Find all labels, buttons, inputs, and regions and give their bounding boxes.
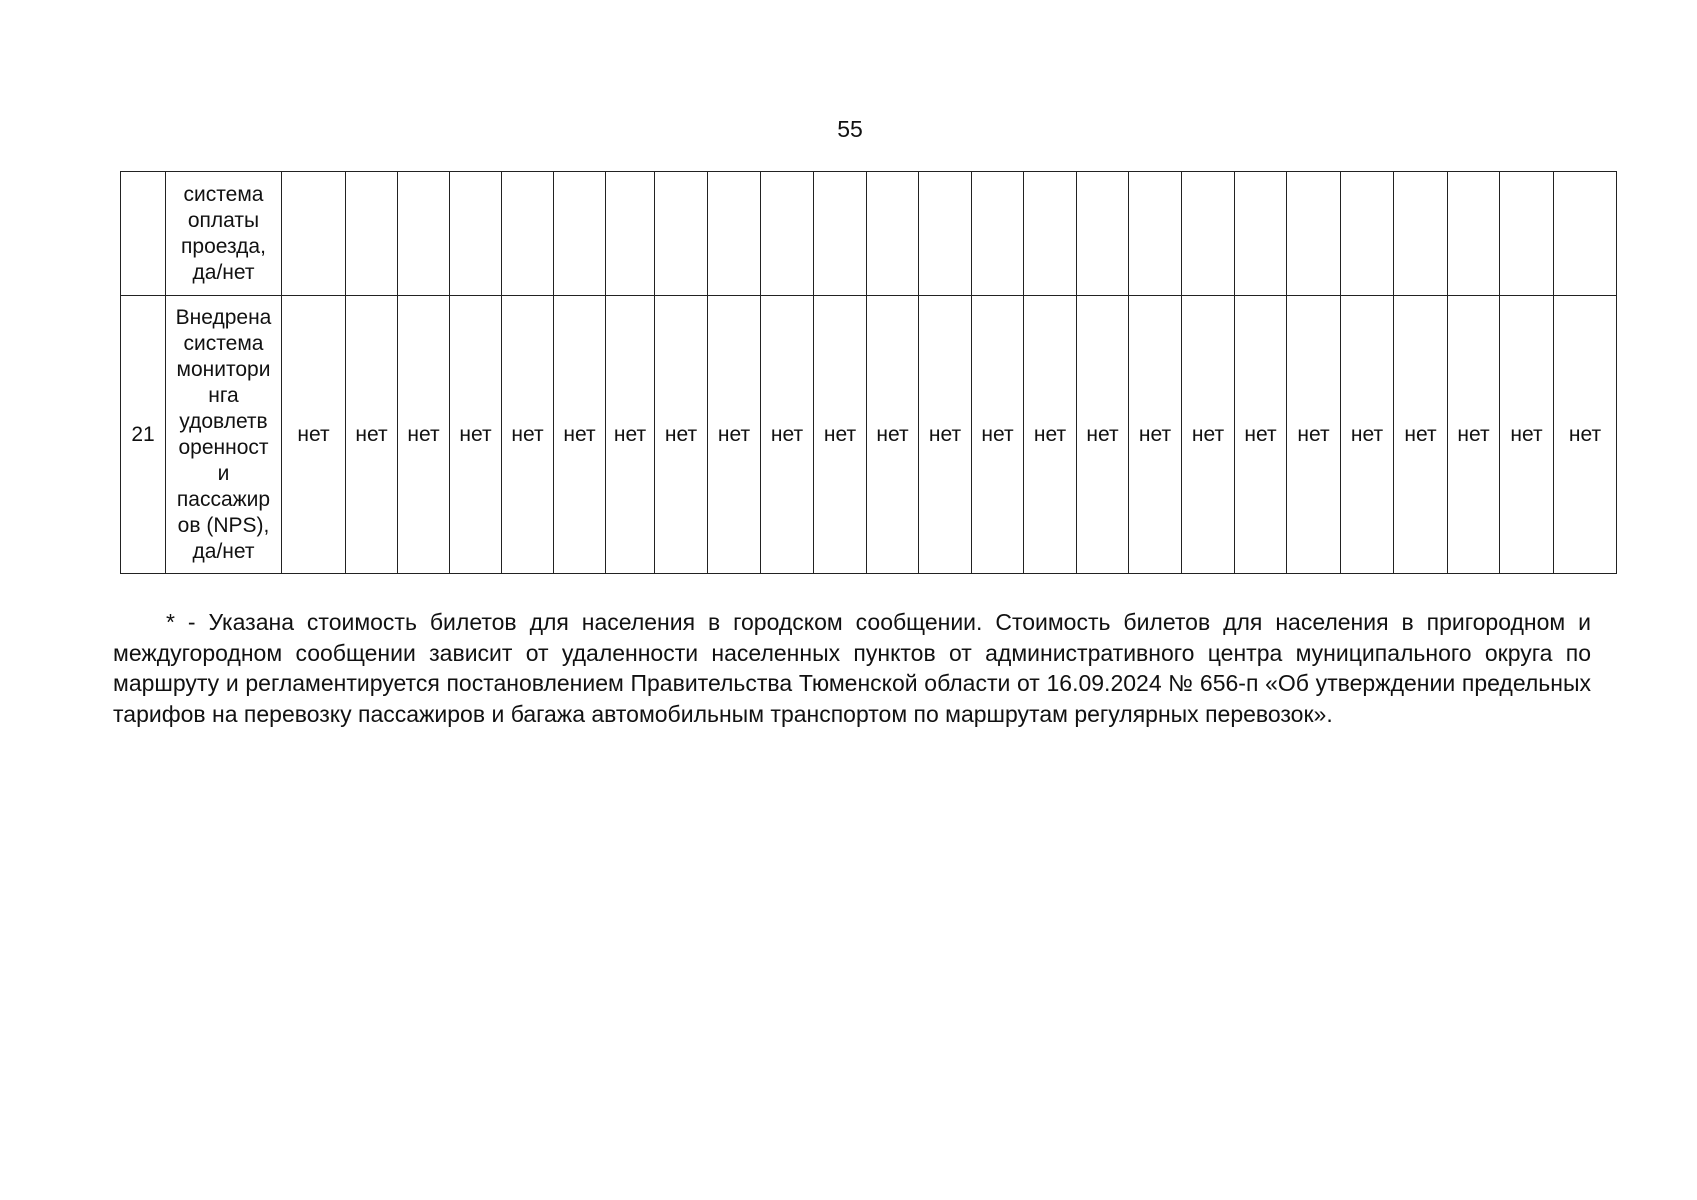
value-cell [708, 172, 761, 296]
value-cell: нет [655, 296, 708, 574]
indicator-description-cell: Внедрена система монитори нга удовлетв оренност и пассажир ов (NPS), да/нет [166, 296, 282, 574]
indicator-description-cell: система оплаты проезда, да/нет [166, 172, 282, 296]
value-cell: нет [282, 296, 346, 574]
value-cell: нет [1024, 296, 1077, 574]
table-row [121, 172, 1617, 296]
value-cell: нет [972, 296, 1024, 574]
value-cell: нет [708, 296, 761, 574]
value-cell [814, 172, 867, 296]
value-cell [1024, 172, 1077, 296]
value-cell: нет [1394, 296, 1448, 574]
data-table [120, 171, 1617, 574]
value-cell: нет [1077, 296, 1129, 574]
value-cell: нет [1341, 296, 1394, 574]
value-cell: нет [919, 296, 972, 574]
value-cell [1077, 172, 1129, 296]
value-cell [1129, 172, 1182, 296]
value-cell: нет [1129, 296, 1182, 574]
value-cell: нет [554, 296, 606, 574]
value-cell [398, 172, 450, 296]
value-cell [282, 172, 346, 296]
value-cell: нет [867, 296, 919, 574]
value-cell [1341, 172, 1394, 296]
value-cell [972, 172, 1024, 296]
value-cell [346, 172, 398, 296]
value-cell [1235, 172, 1287, 296]
value-cell [606, 172, 655, 296]
value-cell [655, 172, 708, 296]
value-cell [761, 172, 814, 296]
value-cell [450, 172, 502, 296]
table-row [121, 296, 1617, 574]
value-cell [1287, 172, 1341, 296]
value-cell [867, 172, 919, 296]
value-cell: нет [346, 296, 398, 574]
value-cell: нет [1500, 296, 1554, 574]
value-cell: нет [1448, 296, 1500, 574]
value-cell [502, 172, 554, 296]
value-cell [1554, 172, 1617, 296]
page-number: 55 [837, 116, 863, 142]
value-cell [919, 172, 972, 296]
value-cell: нет [1235, 296, 1287, 574]
row-number-cell [121, 172, 166, 296]
value-cell: нет [450, 296, 502, 574]
row-number-cell: 21 [121, 296, 166, 574]
footnote: * - Указана стоимость билетов для населения в городском сообщении. Стоимость билетов для населения в пригородном и междугородном сообщении зависит от удаленности населенных пунктов от административного центра муниципального округа по маршруту и регламентируется постановлением Правительства Тюменской области от 16.09.2024 № 656-п «Об утверждении предельных тарифов на перевозку пассажиров и багажа автомобильным транспортом по маршрутам регулярных перевозок». [113, 609, 1591, 727]
value-cell: нет [1554, 296, 1617, 574]
value-cell [1448, 172, 1500, 296]
value-cell [1394, 172, 1448, 296]
value-cell [554, 172, 606, 296]
value-cell: нет [814, 296, 867, 574]
value-cell: нет [1182, 296, 1235, 574]
value-cell: нет [502, 296, 554, 574]
value-cell: нет [606, 296, 655, 574]
value-cell: нет [1287, 296, 1341, 574]
value-cell: нет [398, 296, 450, 574]
value-cell [1182, 172, 1235, 296]
value-cell [1500, 172, 1554, 296]
value-cell: нет [761, 296, 814, 574]
